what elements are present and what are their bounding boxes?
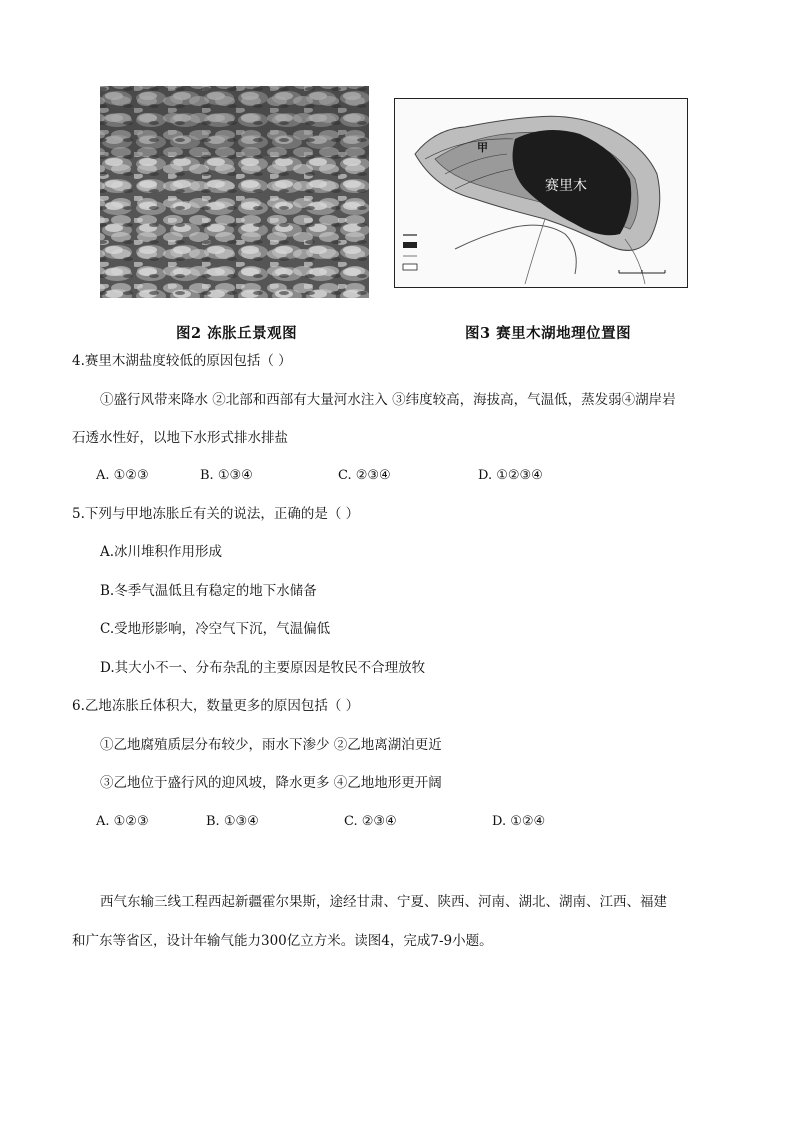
- q6-option-c: C. ②③④: [344, 814, 397, 829]
- q5-stem: 5.下列与甲地冻胀丘有关的说法，正确的是（ ）: [72, 506, 360, 522]
- q6-statement-line2: ③乙地位于盛行风的迎风坡，降水更多 ④乙地地形更开阔: [100, 775, 442, 791]
- q6-statement-line1: ①乙地腐殖质层分布较少，雨水下渗少 ②乙地离湖泊更近: [100, 737, 442, 753]
- q6-stem: 6.乙地冻胀丘体积大，数量更多的原因包括（ ）: [72, 698, 360, 714]
- q4-stem: 4.赛里木湖盐度较低的原因包括（ ）: [72, 353, 292, 369]
- q4-statement-line1: ①盛行风带来降水 ②北部和西部有大量河水注入 ③纬度较高，海拔高，气温低，蒸发弱④湖岸岩: [100, 392, 676, 408]
- q5-option-b: B.冬季气温低且有稳定的地下水储备: [100, 583, 317, 599]
- sayram-lake-map: [394, 98, 688, 288]
- map-legend: [401, 219, 427, 275]
- passage-line1: 西气东输三线工程西起新疆霍尔果斯，途经甘肃、宁夏、陕西、河南、湖北、湖南、江西、福建: [100, 894, 667, 910]
- q4-option-d: D. ①②③④: [478, 468, 543, 483]
- q6-option-d: D. ①②④: [492, 814, 546, 829]
- q4-option-b: B. ①③④: [200, 468, 253, 483]
- q5-option-a: A.冰川堆积作用形成: [100, 544, 223, 560]
- fig3-caption: 图3 赛里木湖地理位置图: [465, 325, 632, 342]
- q4-option-a: A. ①②③: [96, 468, 149, 483]
- fig2-caption: 图2 冻胀丘景观图: [176, 325, 298, 342]
- frost-mound-photo: [100, 86, 369, 298]
- q5-option-c: C.受地形影响，冷空气下沉，气温偏低: [100, 621, 331, 637]
- q5-option-d: D.其大小不一、分布杂乱的主要原因是牧民不合理放牧: [100, 660, 426, 676]
- lake-label: 赛里木: [545, 178, 587, 194]
- jia-label: 甲: [477, 141, 488, 154]
- q4-statement-line2: 石透水性好，以地下水形式排水排盐: [72, 430, 288, 446]
- passage-line2: 和广东等省区，设计年输气能力300亿立方米。读图4，完成7-9小题。: [72, 933, 493, 949]
- q4-option-c: C. ②③④: [338, 468, 391, 483]
- q6-option-a: A. ①②③: [96, 814, 149, 829]
- q6-option-b: B. ①③④: [206, 814, 259, 829]
